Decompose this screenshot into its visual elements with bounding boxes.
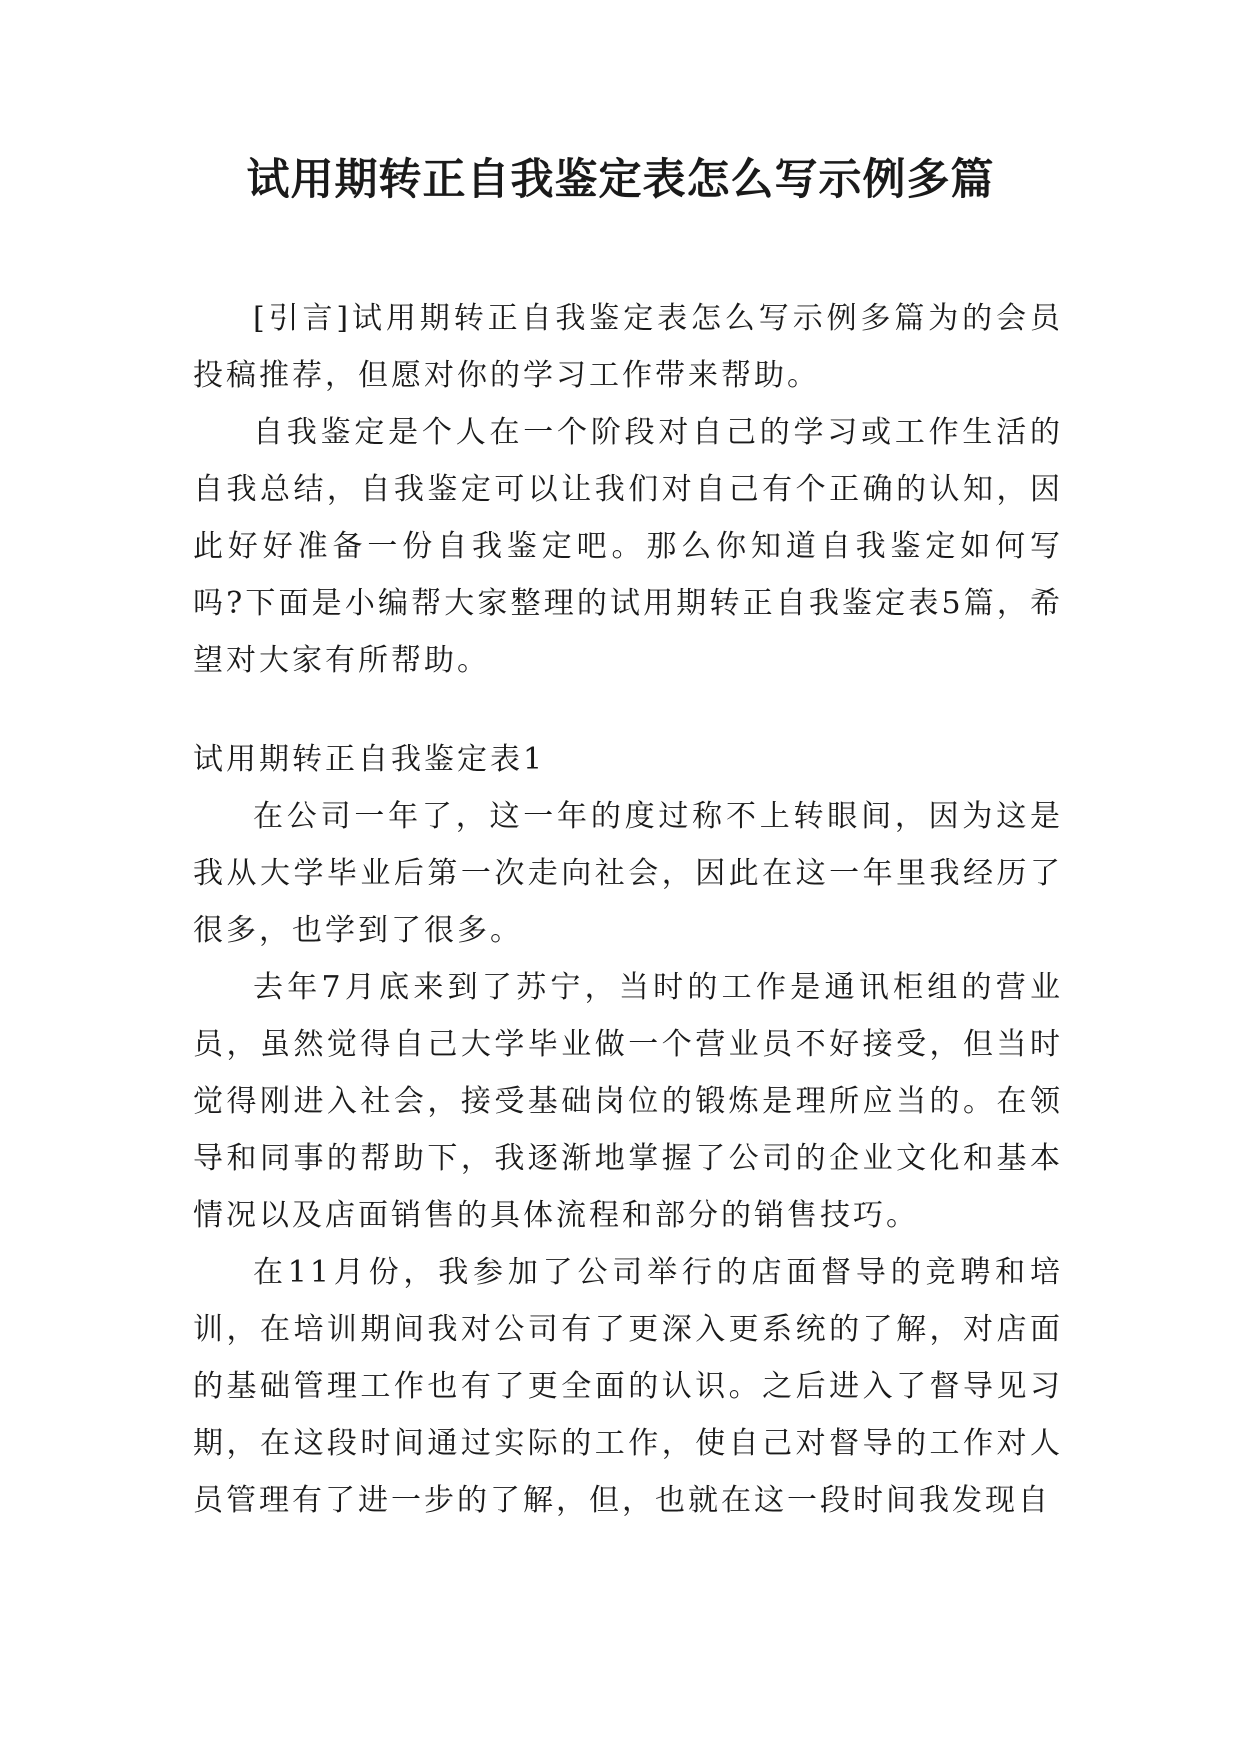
section-paragraph: 在11月份，我参加了公司举行的店面督导的竞聘和培训，在培训期间我对公司有了更深入更系统的了解，对店面的基础管理工作也有了更全面的认识。之后进入了督导见习期，在这段时间通过实际的工作，使自己对督导的工作对人员管理有了进一步的了解，但，也就在这一段时间我发现自 bbox=[193, 1255, 1063, 1518]
section-paragraph: 在公司一年了，这一年的度过称不上转眼间，因为这是我从大学毕业后第一次走向社会，因此在这一年里我经历了很多，也学到了很多。 bbox=[193, 799, 1063, 948]
section-paragraph: 去年7月底来到了苏宁，当时的工作是通讯柜组的营业员，虽然觉得自己大学毕业做一个营业员不好接受，但当时觉得刚进入社会，接受基础岗位的锻炼是理所应当的。在领导和同事的帮助下，我逐渐地掌握了公司的企业文化和基本情况以及店面销售的具体流程和部分的销售技巧。 bbox=[193, 970, 1063, 1233]
section-heading: 试用期转正自我鉴定表1 bbox=[193, 742, 546, 777]
document-title: 试用期转正自我鉴定表怎么写示例多篇 bbox=[246, 155, 995, 205]
intro-paragraph: [引言]试用期转正自我鉴定表怎么写示例多篇为的会员投稿推荐，但愿对你的学习工作带来帮助。 bbox=[193, 301, 1063, 393]
document-body bbox=[193, 290, 1063, 1529]
intro-paragraph: 自我鉴定是个人在一个阶段对自己的学习或工作生活的自我总结，自我鉴定可以让我们对自己有个正确的认知，因此好好准备一份自我鉴定吧。那么你知道自我鉴定如何写吗?下面是小编帮大家整理的试用期转正自我鉴定表5篇，希望对大家有所帮助。 bbox=[193, 415, 1063, 678]
